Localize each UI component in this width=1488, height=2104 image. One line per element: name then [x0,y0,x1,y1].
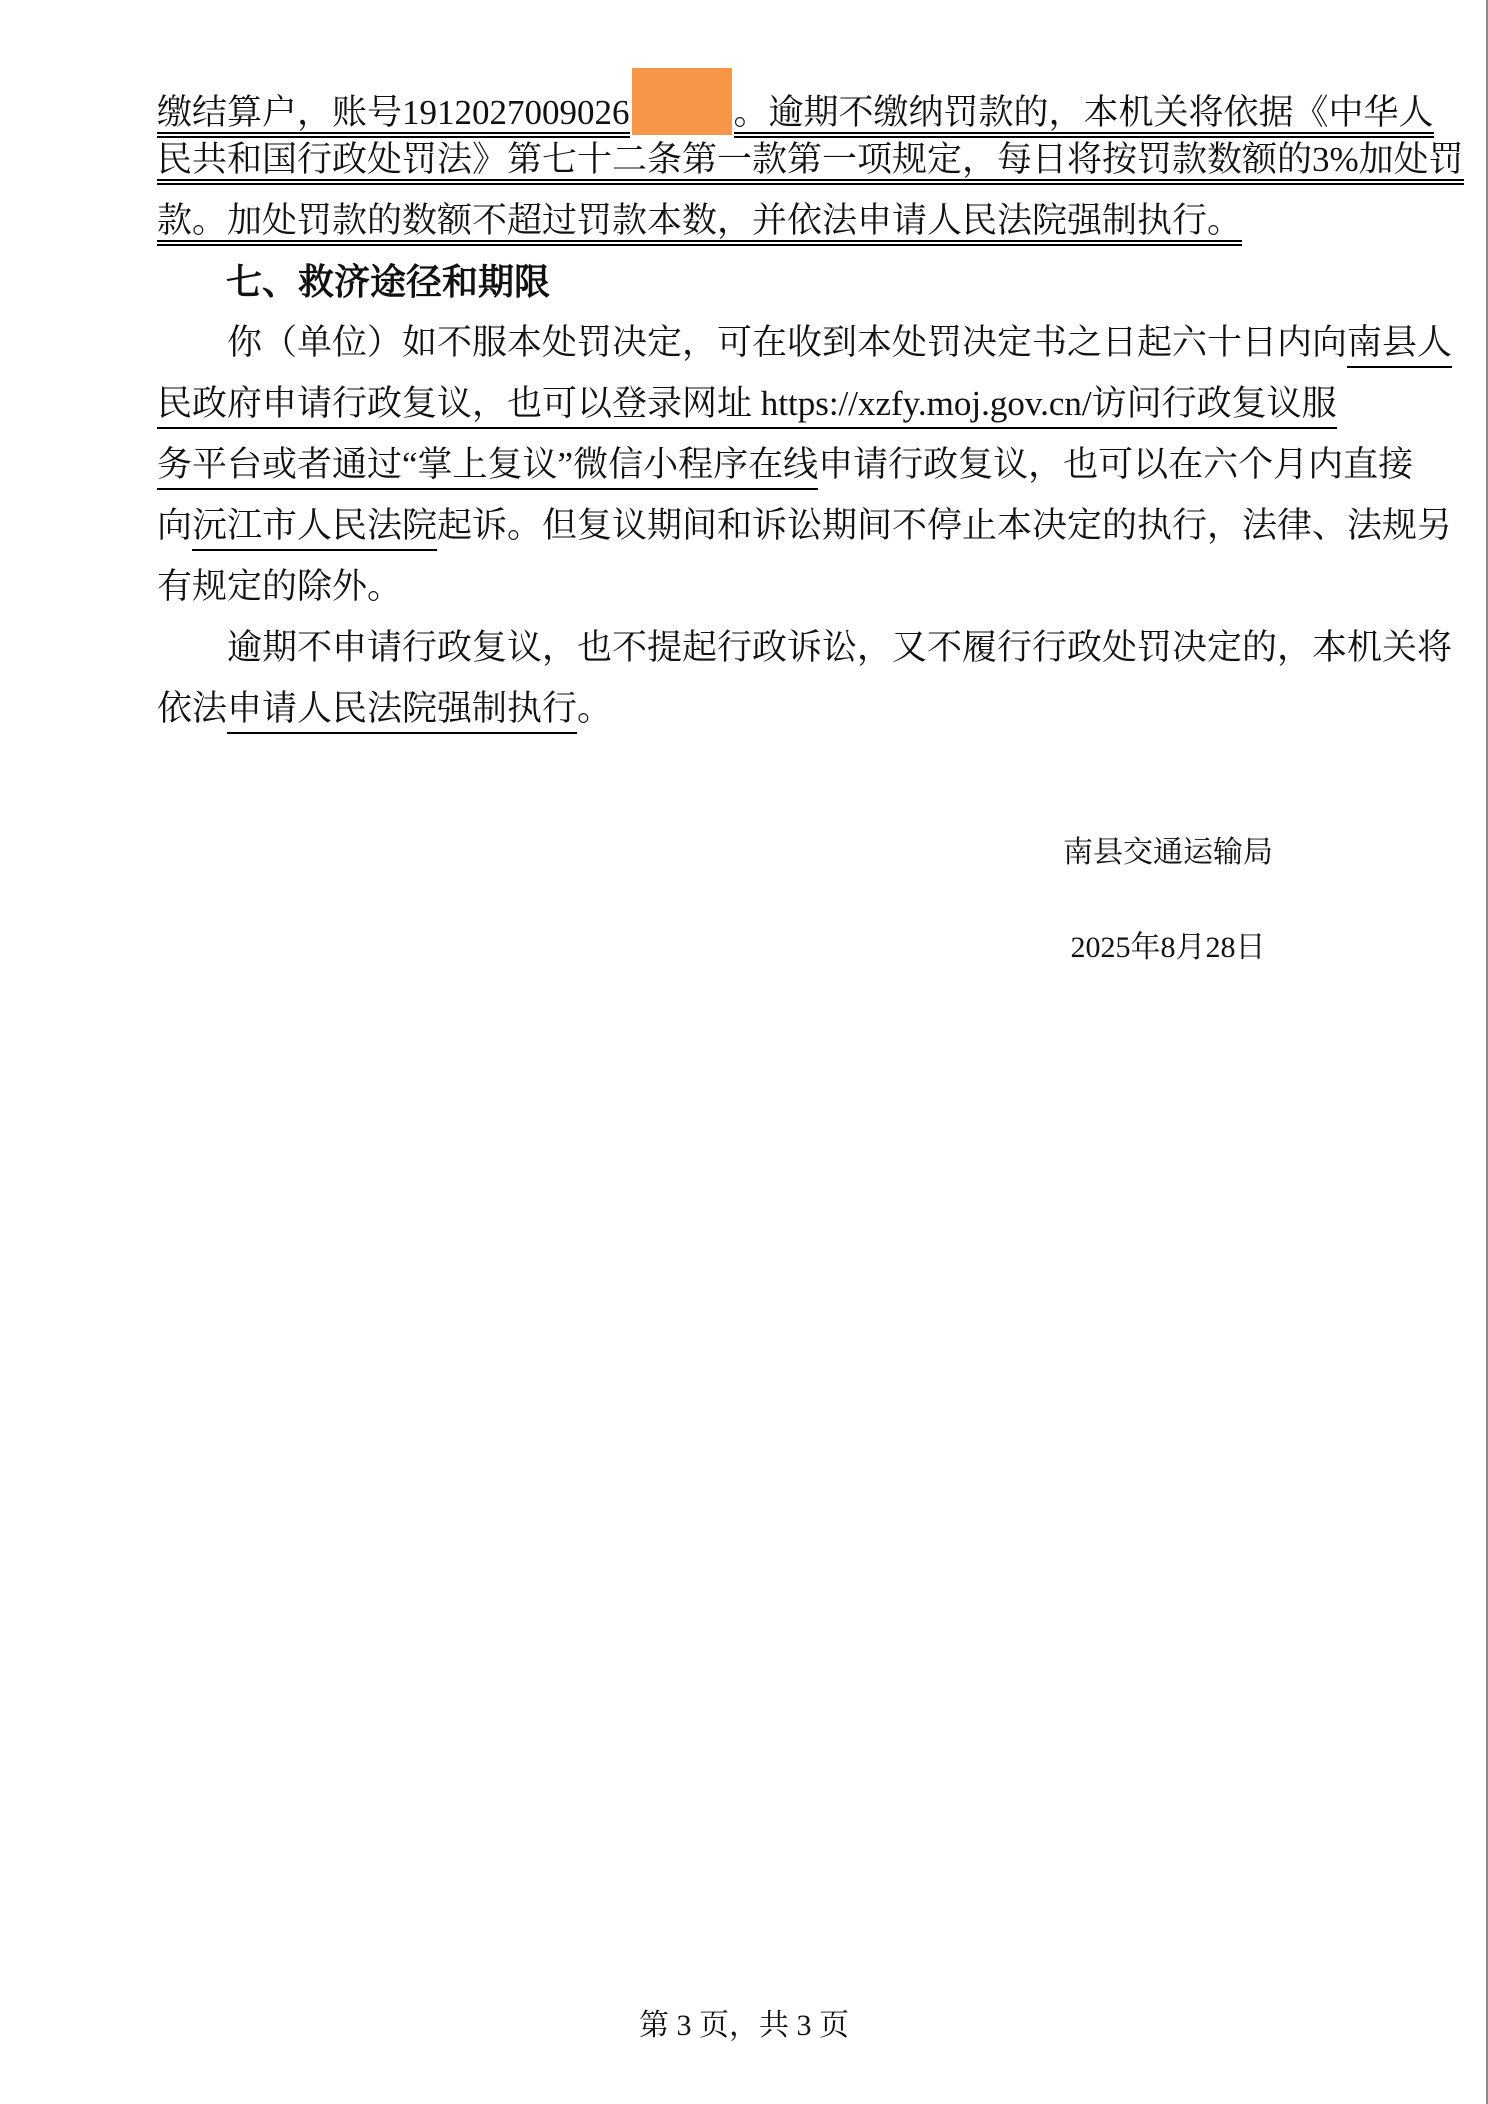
remedy-paragraph-line2 [157,373,1447,434]
account-text-before-redaction: 缴结算户，账号1912027009026 [157,93,630,138]
overdue-line2-plain-end: 。 [577,689,613,728]
account-paragraph-line3 [157,190,1447,251]
document-body [157,68,1464,739]
remedy-line3-underlined: 务平台或者通过“掌上复议”微信小程序在线 [157,445,818,490]
agency-signature: 南县交通运输局 [1063,836,1273,869]
overdue-paragraph-line1: 逾期不申请行政复议，也不提起行政诉讼，又不履行行政处罚决定的，本机关将 [227,628,1453,667]
overdue-line2-underlined: 申请人民法院强制执行 [227,689,577,734]
remedy-paragraph-line3 [157,434,1447,495]
remedy-line1-plain: 你（单位）如不服本处罚决定，可在收到本处罚决定书之日起六十日内向 [227,323,1348,362]
remedy-line4-underlined: 沅江市人民法院 [192,506,437,551]
account-paragraph-line1 [157,68,1447,132]
redaction-box [632,68,732,135]
page-footer: 第 3 页，共 3 页 [639,2009,849,2042]
account-text-after-redaction: 。逾期不缴纳罚款的，本机关将依据《中华人 [734,93,1434,138]
remedy-paragraph-line1 [157,312,1453,373]
account-paragraph-line3-text: 款。加处罚款的数额不超过罚款本数，并依法申请人民法院强制执行。 [157,201,1242,246]
section-heading: 七、救济途径和期限 [226,261,551,302]
remedy-line3-plain: 申请行政复议，也可以在六个月内直接 [818,445,1414,484]
overdue-line2-plain-start: 依法 [157,689,228,728]
account-paragraph-line2-text: 民共和国行政处罚法》第七十二条第一款第一项规定，每日将按罚款数额的3%加处罚 [157,140,1464,185]
account-paragraph-line2 [157,129,1464,190]
remedy-paragraph-line5: 有规定的除外。 [157,567,403,606]
remedy-paragraph-line4 [157,495,1453,556]
decision-date: 2025年8月28日 [1070,931,1266,964]
remedy-line4-plain-start: 向 [157,506,193,545]
remedy-line2-underlined: 民政府申请行政复议，也可以登录网址 https://xzfy.moj.gov.cn/访问行政复议服 [157,384,1337,429]
remedy-line4-plain-end: 起诉。但复议期间和诉讼期间不停止本决定的执行，法律、法规另 [437,506,1453,545]
overdue-paragraph-line2 [157,678,1447,739]
remedy-line1-underlined: 南县人 [1347,323,1452,368]
